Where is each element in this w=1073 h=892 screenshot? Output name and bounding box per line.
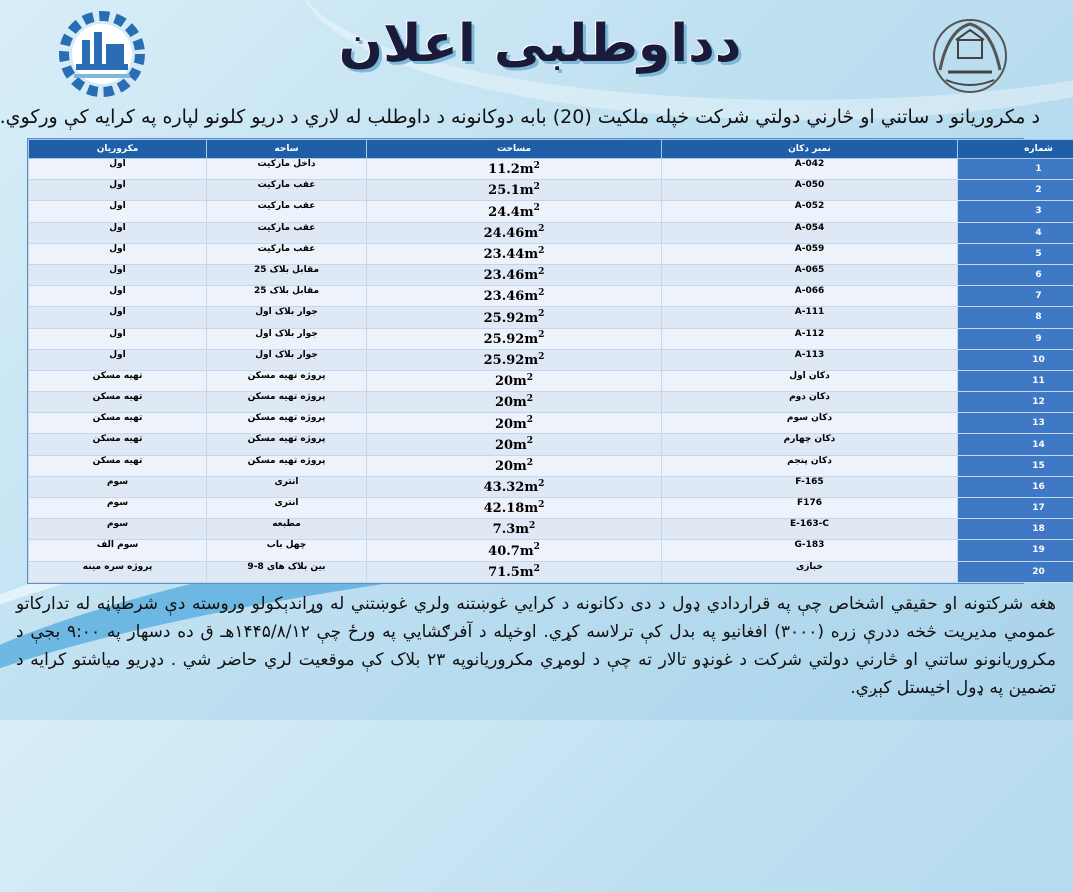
area-value: 25.92m — [484, 353, 538, 368]
shop-site: پروژه تهیه مسکن — [207, 434, 367, 455]
row-number: 17 — [958, 498, 1073, 519]
area-unit-superscript: 2 — [529, 521, 535, 531]
area-unit-superscript: 2 — [538, 267, 544, 277]
header-site: ساحه — [207, 140, 367, 159]
shop-site: جوار بلاک اول — [207, 307, 367, 328]
shop-site: پروژه تهیه مسکن — [207, 455, 367, 476]
shop-number: F176 — [662, 498, 958, 519]
header-number: شماره — [958, 140, 1073, 159]
shop-zone: اول — [29, 349, 207, 370]
factory-gear-logo — [52, 10, 152, 98]
shop-area — [367, 455, 662, 476]
area-value: 7.3m — [493, 522, 529, 537]
state-emblem-logo — [918, 10, 1022, 98]
area-value: 20m — [495, 417, 527, 432]
table-row — [29, 159, 1073, 180]
area-unit-superscript: 2 — [538, 479, 544, 489]
table-row — [29, 392, 1073, 413]
table-row — [29, 286, 1073, 307]
shop-area — [367, 392, 662, 413]
shop-area — [367, 159, 662, 180]
shop-site: چهل باب — [207, 540, 367, 561]
shop-site: داخل مارکیت — [207, 159, 367, 180]
shops-table — [27, 138, 1024, 584]
area-value: 20m — [495, 395, 527, 410]
table-row — [29, 222, 1073, 243]
row-number: 3 — [958, 201, 1073, 222]
shop-number: دکان پنجم — [662, 455, 958, 476]
area-value: 25.92m — [484, 332, 538, 347]
row-number: 18 — [958, 519, 1073, 540]
shop-area — [367, 243, 662, 264]
area-unit-superscript: 2 — [538, 288, 544, 298]
shop-area — [367, 370, 662, 391]
shop-zone: تهیه مسکن — [29, 413, 207, 434]
shop-number: A-112 — [662, 328, 958, 349]
header-shop-number: نمبر دکان — [662, 140, 958, 159]
table-row — [29, 201, 1073, 222]
shop-number: F-165 — [662, 476, 958, 497]
area-unit-superscript: 2 — [534, 542, 540, 552]
shop-zone: تهیه مسکن — [29, 434, 207, 455]
shop-site: مقابل بلاک 25 — [207, 264, 367, 285]
shop-area — [367, 307, 662, 328]
area-value: 20m — [495, 459, 527, 474]
shop-zone: اول — [29, 180, 207, 201]
shop-number: A-042 — [662, 159, 958, 180]
area-unit-superscript: 2 — [527, 458, 533, 468]
shop-area — [367, 222, 662, 243]
shop-site: جوار بلاک اول — [207, 349, 367, 370]
shop-site: عقب مارکیت — [207, 180, 367, 201]
row-number: 19 — [958, 540, 1073, 561]
table-row — [29, 561, 1073, 582]
shop-number: دکان چهارم — [662, 434, 958, 455]
shop-number: A-054 — [662, 222, 958, 243]
area-value: 23.46m — [484, 268, 538, 283]
shop-site: مطبعه — [207, 519, 367, 540]
shop-site: عقب مارکیت — [207, 201, 367, 222]
row-number: 20 — [958, 561, 1073, 582]
shop-site: عقب مارکیت — [207, 222, 367, 243]
row-number: 2 — [958, 180, 1073, 201]
area-value: 40.7m — [488, 544, 533, 559]
shop-zone: اول — [29, 328, 207, 349]
table-header-row — [29, 140, 1073, 159]
table-row — [29, 349, 1073, 370]
shop-number: A-066 — [662, 286, 958, 307]
row-number: 13 — [958, 413, 1073, 434]
terms-paragraph: هغه شرکتونه او حقیقي اشخاص چې په قراردادي ډول د دی دکانونه د کرايي غوښتنه ولري غوښتني له وړاندېکولو وروسته دې شرطپاڼه له تدارکاتو عمومي مديريت څخه ددرې زره (۳۰۰۰) افغانيو په بدل کې ترلاسه کړي. اوخپله د آفرګشايي په ورځ چې ۱۴۴۵/۸/۱۲هـ ق ده دسهار په ۹:۰۰ بجې د مکروريانونو ساتني او څارني دولتي شرکت د غونډو تالار ته چې د لومړي مکروريانوپه ۲۳ بلاک کې موقعيت لري حاضر شي . دډريو مياشتو کرايه د تضمين په ډول اخيستل کېږي. — [16, 590, 1056, 702]
shop-zone: تهیه مسکن — [29, 370, 207, 391]
area-unit-superscript: 2 — [534, 564, 540, 574]
area-value: 23.46m — [484, 289, 538, 304]
table-row — [29, 498, 1073, 519]
shop-site: عقب مارکیت — [207, 243, 367, 264]
shop-number: A-113 — [662, 349, 958, 370]
shop-number: خبازی — [662, 561, 958, 582]
page-title: دداوطلبی اعلان — [300, 14, 780, 74]
shop-area — [367, 519, 662, 540]
area-unit-superscript: 2 — [534, 182, 540, 192]
area-unit-superscript: 2 — [527, 394, 533, 404]
header-area: مساحت — [367, 140, 662, 159]
table-row — [29, 370, 1073, 391]
row-number: 4 — [958, 222, 1073, 243]
shop-number: A-111 — [662, 307, 958, 328]
shop-area — [367, 476, 662, 497]
area-unit-superscript: 2 — [538, 500, 544, 510]
shop-site: انتری — [207, 498, 367, 519]
area-value: 43.32m — [484, 480, 538, 495]
table-row — [29, 455, 1073, 476]
shop-zone: اول — [29, 286, 207, 307]
shop-area — [367, 498, 662, 519]
shop-number: E-163-C — [662, 519, 958, 540]
shop-number: A-065 — [662, 264, 958, 285]
area-value: 25.1m — [488, 183, 533, 198]
header-zone: مکروریان — [29, 140, 207, 159]
area-value: 24.4m — [488, 205, 533, 220]
table-row — [29, 180, 1073, 201]
area-value: 25.92m — [484, 311, 538, 326]
shop-zone: سوم الف — [29, 540, 207, 561]
area-unit-superscript: 2 — [538, 224, 544, 234]
row-number: 8 — [958, 307, 1073, 328]
shop-zone: تهیه مسکن — [29, 392, 207, 413]
shop-number: A-050 — [662, 180, 958, 201]
table-row — [29, 540, 1073, 561]
shop-zone: اول — [29, 201, 207, 222]
table-row — [29, 413, 1073, 434]
header — [0, 0, 1073, 108]
table-row — [29, 328, 1073, 349]
shop-number: دکان سوم — [662, 413, 958, 434]
shop-site: بین بلاک های 8-9 — [207, 561, 367, 582]
shop-site: مقابل بلاک 25 — [207, 286, 367, 307]
shop-area — [367, 561, 662, 582]
table-row — [29, 476, 1073, 497]
shop-zone: سوم — [29, 519, 207, 540]
shop-zone: اول — [29, 307, 207, 328]
area-unit-superscript: 2 — [538, 330, 544, 340]
area-unit-superscript: 2 — [527, 436, 533, 446]
table-row — [29, 434, 1073, 455]
shop-zone: سوم — [29, 498, 207, 519]
shop-area — [367, 413, 662, 434]
row-number: 10 — [958, 349, 1073, 370]
table-row — [29, 307, 1073, 328]
table-row — [29, 243, 1073, 264]
shop-area — [367, 434, 662, 455]
shop-zone: اول — [29, 222, 207, 243]
table-row — [29, 264, 1073, 285]
shop-zone: اول — [29, 159, 207, 180]
shop-zone: اول — [29, 264, 207, 285]
shop-number: A-059 — [662, 243, 958, 264]
row-number: 11 — [958, 370, 1073, 391]
area-value: 20m — [495, 374, 527, 389]
row-number: 9 — [958, 328, 1073, 349]
shop-area — [367, 201, 662, 222]
shop-area — [367, 264, 662, 285]
shop-zone: پروژه سره مینه — [29, 561, 207, 582]
row-number: 6 — [958, 264, 1073, 285]
area-value: 23.44m — [484, 247, 538, 262]
row-number: 14 — [958, 434, 1073, 455]
area-value: 71.5m — [488, 565, 533, 580]
row-number: 15 — [958, 455, 1073, 476]
row-number: 5 — [958, 243, 1073, 264]
area-value: 24.46m — [484, 226, 538, 241]
shop-site: پروژه تهیه مسکن — [207, 392, 367, 413]
area-unit-superscript: 2 — [538, 309, 544, 319]
shop-site: انتری — [207, 476, 367, 497]
shop-site: پروژه تهیه مسکن — [207, 413, 367, 434]
row-number: 1 — [958, 159, 1073, 180]
shop-zone: اول — [29, 243, 207, 264]
area-value: 20m — [495, 438, 527, 453]
area-unit-superscript: 2 — [527, 415, 533, 425]
shop-zone: تهیه مسکن — [29, 455, 207, 476]
area-unit-superscript: 2 — [538, 352, 544, 362]
shop-zone: سوم — [29, 476, 207, 497]
area-unit-superscript: 2 — [534, 161, 540, 171]
area-unit-superscript: 2 — [534, 203, 540, 213]
shop-site: جوار بلاک اول — [207, 328, 367, 349]
announcement-subtitle: د مکروریانو د ساتني او څارني دولتي شرکت خپله ملکيت (20) بابه دوکانونه د داوطلب له لاري د دريو کلونو لپاره په کرايه کې ورکوي. — [20, 106, 1040, 128]
shop-area — [367, 286, 662, 307]
row-number: 12 — [958, 392, 1073, 413]
shop-number: A-052 — [662, 201, 958, 222]
area-unit-superscript: 2 — [527, 373, 533, 383]
shop-area — [367, 540, 662, 561]
shop-number: G-183 — [662, 540, 958, 561]
shop-site: پروژه تهیه مسکن — [207, 370, 367, 391]
area-value: 11.2m — [488, 162, 533, 177]
table-row — [29, 519, 1073, 540]
row-number: 16 — [958, 476, 1073, 497]
area-value: 42.18m — [484, 501, 538, 516]
shop-area — [367, 349, 662, 370]
area-unit-superscript: 2 — [538, 246, 544, 256]
shop-number: دکان اول — [662, 370, 958, 391]
row-number: 7 — [958, 286, 1073, 307]
shop-area — [367, 328, 662, 349]
shop-number: دکان دوم — [662, 392, 958, 413]
shop-area — [367, 180, 662, 201]
